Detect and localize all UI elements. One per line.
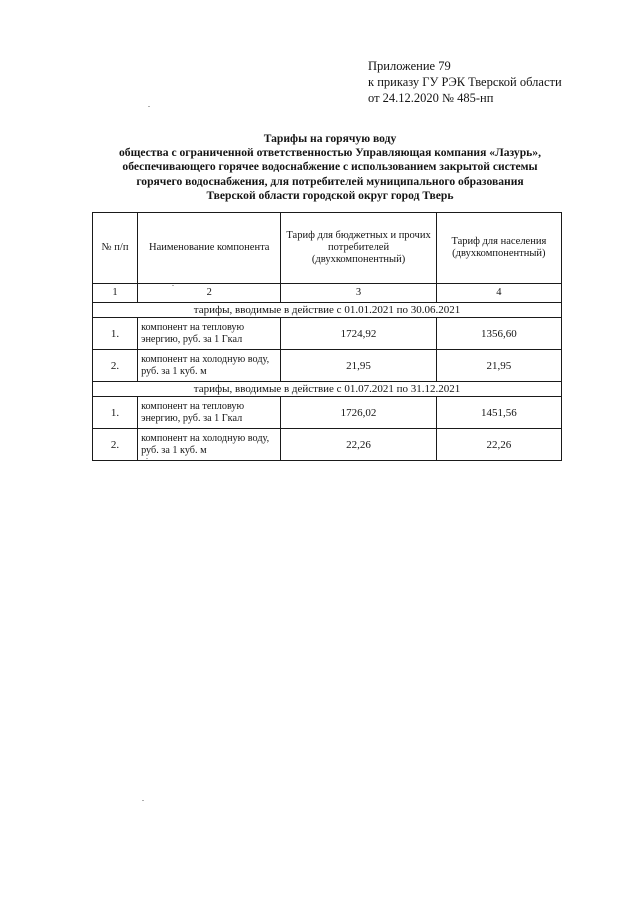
column-index-row [93, 284, 562, 303]
header-population: Тариф для населения (двухкомпонентный) [436, 213, 561, 284]
appendix-line-2: к приказу ГУ РЭК Тверской области [368, 75, 562, 89]
row-num: 2. [93, 429, 138, 461]
index-cell: 4 [436, 284, 561, 303]
index-cell: 1 [93, 284, 138, 303]
component-name: компонент на холодную воду, руб. за 1 куб. м [138, 429, 281, 461]
budget-tariff: 21,95 [281, 350, 436, 382]
header-name: Наименование компонента [138, 213, 281, 284]
population-tariff: 1451,56 [436, 397, 561, 429]
scan-speck [172, 285, 174, 286]
index-cell: 2 [138, 284, 281, 303]
title-line-1: Тарифы на горячую воду [263, 132, 397, 145]
header-budget: Тариф для бюджетных и прочих потребителей (двухкомпонентный) [281, 213, 436, 284]
table-header-row [93, 213, 562, 284]
scan-speck [148, 106, 150, 107]
budget-tariff: 1726,02 [281, 397, 436, 429]
period-row [93, 382, 562, 397]
appendix-line-1: Приложение 79 [368, 59, 451, 73]
period-label: тарифы, вводимые в действие с 01.01.2021 по 30.06.2021 [93, 303, 562, 318]
budget-tariff: 22,26 [281, 429, 436, 461]
row-num: 1. [93, 318, 138, 350]
table-row [93, 429, 562, 461]
component-name: компонент на тепловую энергию, руб. за 1 Гкал [138, 318, 281, 350]
title-line-5: Тверской области городской округ город Тверь [206, 188, 454, 202]
table-row [93, 318, 562, 350]
title-line-4: горячего водоснабжения, для потребителей муниципального образования [136, 174, 524, 188]
budget-tariff: 1724,92 [281, 318, 436, 350]
appendix-reference [368, 58, 562, 106]
appendix-line-3: от 24.12.2020 № 485-нп [368, 91, 494, 105]
scan-speck [146, 458, 148, 459]
population-tariff: 21,95 [436, 350, 561, 382]
title-line-3: обеспечивающего горячее водоснабжение с использованием закрытой системы [122, 160, 538, 174]
population-tariff: 22,26 [436, 429, 561, 461]
period-label: тарифы, вводимые в действие с 01.07.2021 по 31.12.2021 [93, 382, 562, 397]
tariff-table [92, 212, 562, 461]
period-row [93, 303, 562, 318]
index-cell: 3 [281, 284, 436, 303]
title-line-2: общества с ограниченной ответственностью Управляющая компания «Лазурь», [118, 146, 542, 160]
component-name: компонент на тепловую энергию, руб. за 1 Гкал [138, 397, 281, 429]
document-title [70, 132, 590, 203]
header-num: № п/п [93, 213, 138, 284]
component-name: компонент на холодную воду, руб. за 1 куб. м [138, 350, 281, 382]
row-num: 1. [93, 397, 138, 429]
scan-speck [142, 800, 144, 801]
population-tariff: 1356,60 [436, 318, 561, 350]
row-num: 2. [93, 350, 138, 382]
table-row [93, 350, 562, 382]
table-row [93, 397, 562, 429]
